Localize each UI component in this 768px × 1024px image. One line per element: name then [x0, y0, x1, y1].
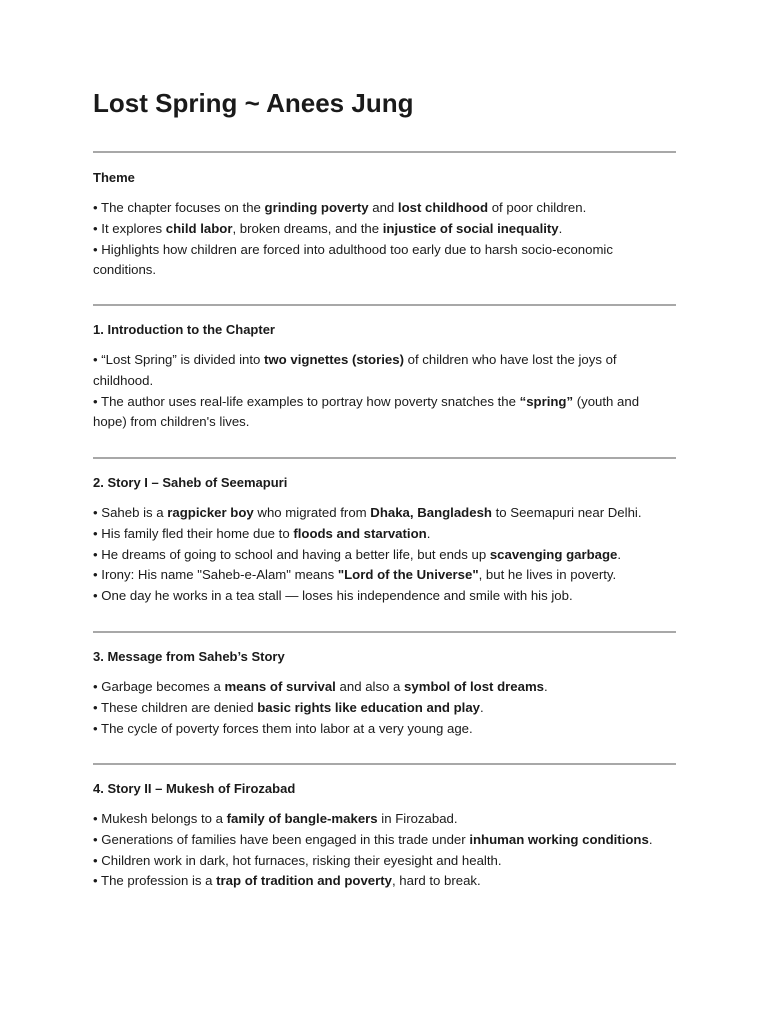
bullet-item: [93, 719, 676, 740]
text-run: • The chapter focuses on the: [93, 200, 265, 215]
text-run: • Irony: His name "Saheb-e-Alam" means: [93, 567, 338, 583]
section-heading: 2. Story I – Saheb of Seemapuri: [93, 475, 288, 490]
text-run: .: [617, 546, 622, 562]
text-run: • Garbage becomes a: [93, 679, 225, 694]
emphasis-text: grinding poverty: [264, 200, 369, 215]
emphasis-text: symbol of lost dreams: [404, 679, 545, 694]
bullet-item: [93, 809, 676, 830]
section-body: [93, 350, 676, 433]
text-run: • It explores: [93, 220, 166, 236]
text-run: • The profession is a: [93, 873, 217, 889]
bullet-item: [93, 586, 676, 607]
text-run: • He dreams of going to school and having a better life, but ends up: [93, 546, 490, 562]
bullet-item: [93, 392, 676, 434]
bullet-item: [93, 198, 676, 219]
emphasis-text: two vignettes (stories): [264, 352, 404, 367]
text-run: (youth and hope) from children's lives.: [93, 393, 640, 430]
bullet-item: [93, 240, 676, 282]
bullet-item: [93, 350, 676, 392]
section-body: [93, 809, 676, 892]
bullet-item: [93, 524, 676, 545]
text-run: • Highlights how children are forced into adulthood too early due to harsh socio-economic conditions.: [93, 241, 613, 278]
section-body: [93, 503, 676, 607]
text-run: , hard to break.: [391, 873, 481, 889]
bullet-item: [93, 503, 676, 524]
emphasis-text: ragpicker boy: [167, 505, 254, 520]
bullet-item: [93, 871, 676, 892]
emphasis-text: lost childhood: [397, 200, 489, 215]
bullet-item: [93, 219, 676, 240]
text-run: .: [558, 220, 563, 236]
divider: [93, 631, 676, 633]
emphasis-text: means of survival: [224, 679, 336, 694]
text-run: in Firozabad.: [377, 811, 458, 826]
text-run: .: [544, 679, 548, 694]
section-heading: 3. Message from Saheb’s Story: [93, 649, 285, 664]
divider: [93, 304, 676, 306]
text-run: • Saheb is a: [93, 505, 168, 520]
divider: [93, 763, 676, 765]
text-run: of children who have lost the joys of childhood.: [93, 352, 617, 388]
section-introduction: [93, 320, 676, 433]
text-run: • The author uses real-life examples to portray how poverty snatches the: [93, 393, 520, 409]
emphasis-text: child labor: [165, 220, 233, 236]
text-run: who migrated from: [253, 505, 371, 520]
bullet-item: [93, 698, 676, 719]
section-story-mukesh: [93, 779, 676, 892]
text-run: .: [426, 525, 431, 541]
text-run: • His family fled their home due to: [93, 525, 294, 541]
emphasis-text: trap of tradition and poverty: [216, 873, 392, 889]
section-heading: 4. Story II – Mukesh of Firozabad: [93, 781, 296, 796]
section-heading: 1. Introduction to the Chapter: [93, 322, 275, 337]
emphasis-text: Dhaka, Bangladesh: [370, 505, 492, 520]
emphasis-text: floods and starvation: [293, 525, 427, 541]
text-run: , but he lives in poverty.: [478, 567, 617, 583]
emphasis-text: injustice of social inequality: [382, 220, 559, 236]
text-run: • “Lost Spring” is divided into: [93, 352, 265, 367]
text-run: , broken dreams, and the: [232, 220, 383, 236]
text-run: • One day he works in a tea stall — loses his independence and smile with his job.: [93, 588, 573, 604]
section-theme: [93, 168, 676, 281]
divider: [93, 457, 676, 459]
bullet-item: [93, 830, 676, 851]
text-run: .: [480, 699, 484, 715]
text-run: and also a: [335, 679, 405, 694]
text-run: to Seemapuri near Delhi.: [491, 505, 642, 520]
text-run: • Generations of families have been engaged in this trade under: [93, 831, 470, 847]
text-run: • Children work in dark, hot furnaces, risking their eyesight and health.: [93, 852, 502, 868]
text-run: .: [648, 831, 653, 847]
page-title: Lost Spring ~ Anees Jung: [93, 88, 414, 118]
bullet-item: [93, 565, 676, 586]
text-run: of poor children.: [488, 200, 587, 215]
emphasis-text: “spring”: [519, 393, 574, 409]
emphasis-text: scavenging garbage: [489, 546, 618, 562]
text-run: and: [368, 200, 398, 215]
section-message-saheb: [93, 647, 676, 739]
text-run: • The cycle of poverty forces them into labor at a very young age.: [93, 720, 473, 736]
section-heading: Theme: [93, 170, 135, 185]
bullet-item: [93, 677, 676, 698]
emphasis-text: family of bangle-makers: [226, 811, 378, 826]
section-body: [93, 677, 676, 739]
emphasis-text: basic rights like education and play: [257, 699, 480, 715]
emphasis-text: "Lord of the Universe": [337, 567, 479, 583]
divider: [93, 151, 676, 153]
bullet-item: [93, 545, 676, 566]
text-run: • These children are denied: [93, 699, 258, 715]
emphasis-text: inhuman working conditions: [469, 831, 649, 847]
section-story-saheb: [93, 473, 676, 607]
bullet-item: [93, 851, 676, 872]
text-run: • Mukesh belongs to a: [93, 811, 227, 826]
section-body: [93, 198, 676, 281]
